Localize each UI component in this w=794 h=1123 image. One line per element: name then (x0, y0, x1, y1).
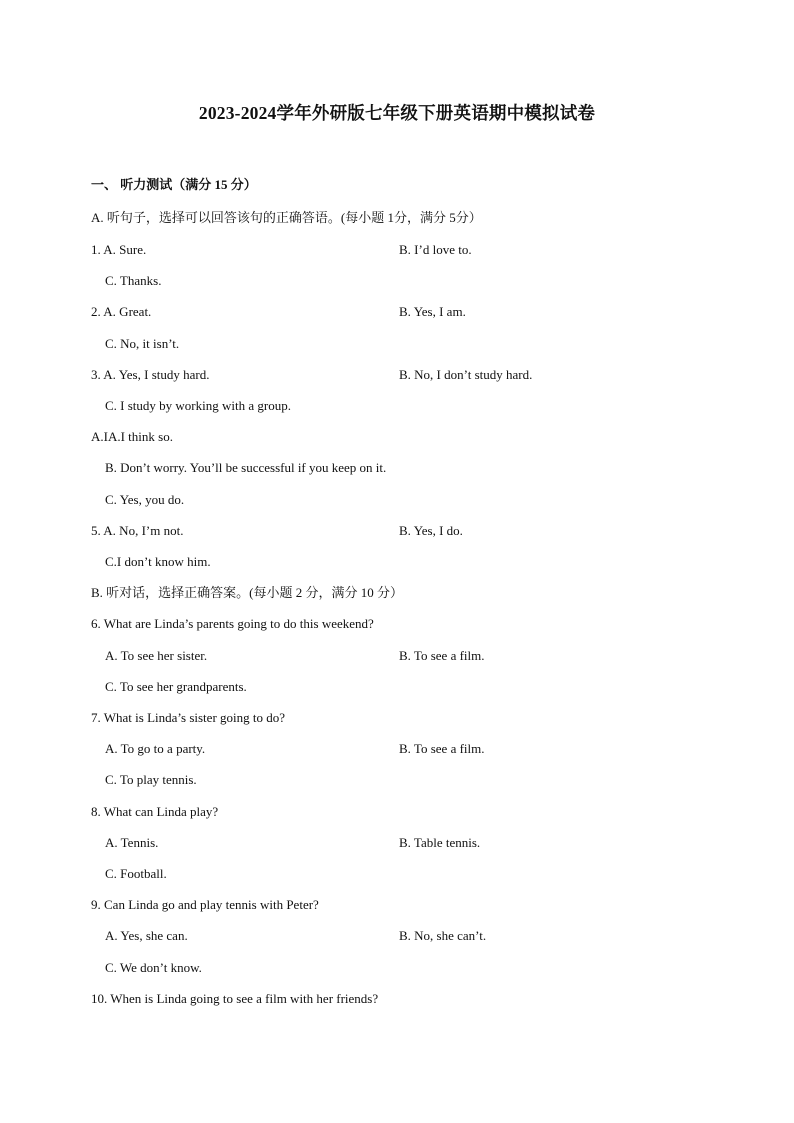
question-4-option-c: C. Yes, you do. (105, 492, 185, 507)
question-8-option-c: C. Football. (105, 866, 167, 881)
question-6-option-a: A. To see her sister. (105, 648, 208, 663)
question-10-stem: 10. When is Linda going to see a film with her friends? (91, 991, 379, 1006)
question-4-option-b: B. Don’t worry. You’ll be successful if you keep on it. (105, 460, 387, 475)
question-2-option-a (91, 303, 151, 321)
question-9-option-b: B. No, she can’t. (399, 928, 487, 943)
question-8-option-a: A. Tennis. (105, 835, 159, 850)
part-a-instruction: A. 听句子，选择可以回答该句的正确答语。(每小题 1分，满分 5分） (91, 210, 482, 225)
question-7-stem: 7. What is Linda’s sister going to do? (91, 710, 286, 725)
question-2-option-c: C. No, it isn’t. (105, 336, 180, 351)
option-a: A. Sure. (103, 242, 147, 257)
question-3-option-c: C. I study by working with a group. (105, 398, 291, 413)
question-2-option-b: B. Yes, I am. (399, 304, 466, 319)
question-number: 2. (91, 304, 101, 319)
question-3-option-b: B. No, I don’t study hard. (399, 367, 533, 382)
question-1-option-c: C. Thanks. (105, 273, 162, 288)
question-9-option-c: C. We don’t know. (105, 960, 202, 975)
question-1-option-a (91, 241, 146, 259)
question-6-stem: 6. What are Linda’s parents going to do this weekend? (91, 616, 374, 631)
page-title: 2023-2024学年外研版七年级下册英语期中模拟试卷 (198, 103, 596, 123)
question-6-option-c: C. To see her grandparents. (105, 679, 247, 694)
option-a: A. No, I’m not. (103, 523, 184, 538)
question-1-option-b: B. I’d love to. (399, 242, 472, 257)
question-8-stem: 8. What can Linda play? (91, 804, 219, 819)
question-7-option-c: C. To play tennis. (105, 772, 197, 787)
question-5-option-c: C.I don’t know him. (105, 554, 211, 569)
question-6-option-b: B. To see a film. (399, 648, 485, 663)
question-7-option-a: A. To go to a party. (105, 741, 206, 756)
question-number: 5. (91, 523, 101, 538)
question-9-option-a: A. Yes, she can. (105, 928, 188, 943)
question-5-option-b: B. Yes, I do. (399, 523, 463, 538)
option-a: A. Yes, I study hard. (103, 367, 210, 382)
question-5-option-a (91, 522, 183, 540)
question-8-option-b: B. Table tennis. (399, 835, 481, 850)
question-9-stem: 9. Can Linda go and play tennis with Peter? (91, 897, 319, 912)
question-7-option-b: B. To see a film. (399, 741, 485, 756)
question-number: 3. (91, 367, 101, 382)
part-b-instruction: B. 听对话，选择正确答案。(每小题 2 分，满分 10 分） (91, 585, 404, 600)
question-number: 1. (91, 242, 101, 257)
option-a: A. Great. (103, 304, 152, 319)
question-3-option-a (91, 366, 209, 384)
section-heading: 一、 听力测试（满分 15 分） (91, 177, 257, 192)
question-4-option-a: A.IA.I think so. (91, 429, 173, 444)
